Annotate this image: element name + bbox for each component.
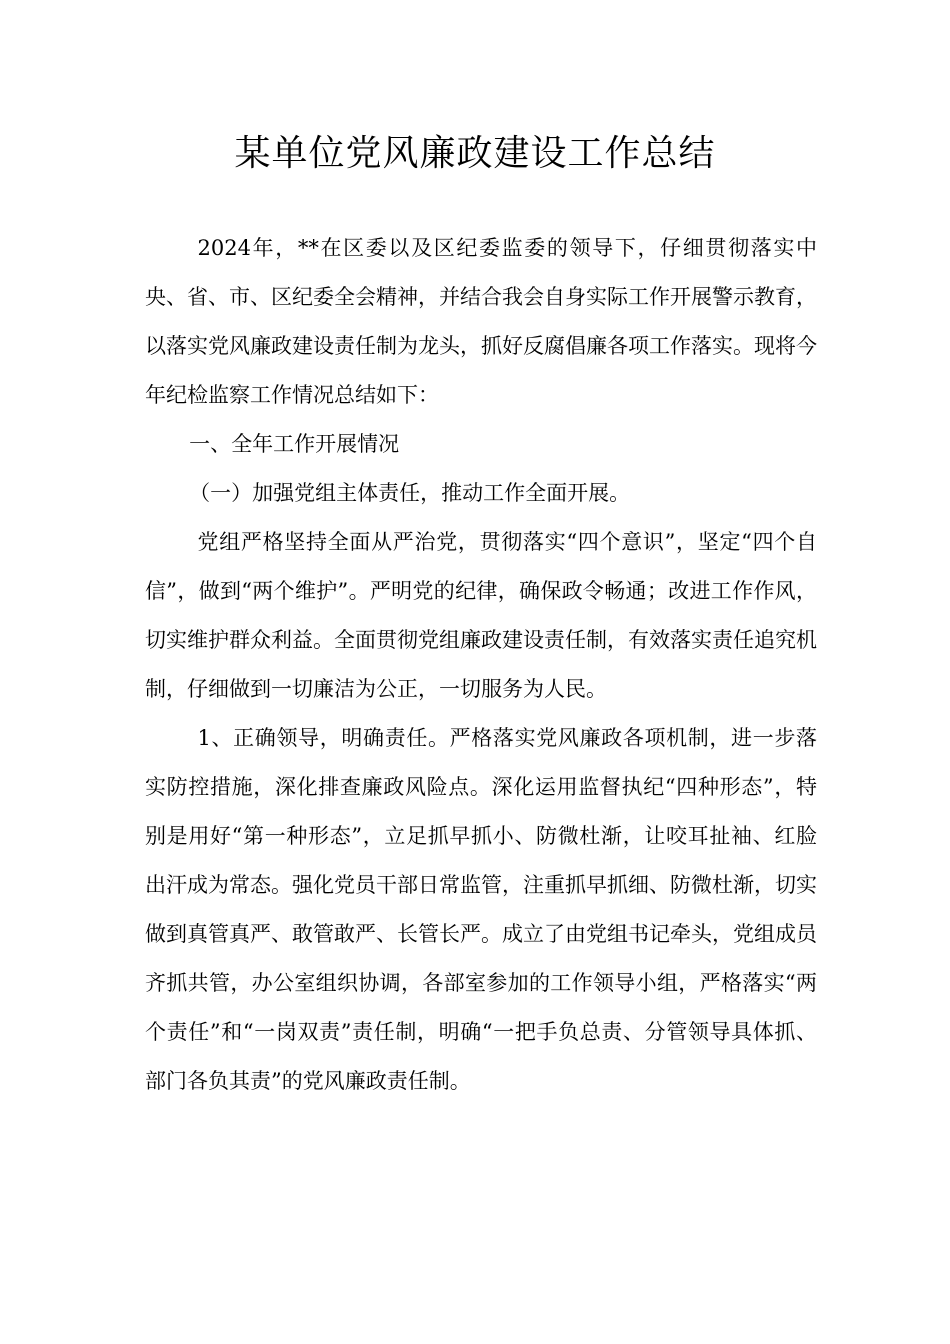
document-title: 某单位党风廉政建设工作总结 bbox=[234, 133, 716, 174]
paragraph-item-1: 1、正确领导，明确责任。严格落实党风廉政各项机制，进一步落实防控措施，深化排查廉政风险点。深化运用监督执纪“四种形态”，特别是用好“第一种形态”，立足抓早抓小、防微杜渐，让咬耳扯袖、红脸出汗成为常态。强化党员干部日常监管，注重抓早抓细、防微杜渐，切实做到真管真严、敢管敢严、长管长严。成立了由党组书记牵头，党组成员齐抓共管，办公室组织协调，各部室参加的工作领导小组，严格落实“两个责任”和“一岗双责”责任制，明确“一把手负总责、分管领导具体抓、部门各负其责”的党风廉政责任制。 bbox=[145, 726, 817, 1093]
section-heading-1: 一、全年工作开展情况 bbox=[189, 432, 400, 456]
document-body bbox=[145, 224, 817, 1106]
subsection-heading-1: （一）加强党组主体责任，推动工作全面开展。 bbox=[189, 481, 631, 505]
paragraph-party-group: 党组严格坚持全面从严治党，贯彻落实“四个意识”，坚定“四个自信”，做到“两个维护”。严明党的纪律，确保政令畅通；改进工作作风，切实维护群众利益。全面贯彻党组廉政建设责任制，有效落实责任追究机制，仔细做到一切廉洁为公正，一切服务为人民。 bbox=[145, 530, 817, 701]
paragraph-intro: 2024年，**在区委以及区纪委监委的领导下，仔细贯彻落实中央、省、市、区纪委全会精神，并结合我会自身实际工作开展警示教育，以落实党风廉政建设责任制为龙头，抓好反腐倡廉各项工作落实。现将今年纪检监察工作情况总结如下： bbox=[145, 236, 817, 407]
